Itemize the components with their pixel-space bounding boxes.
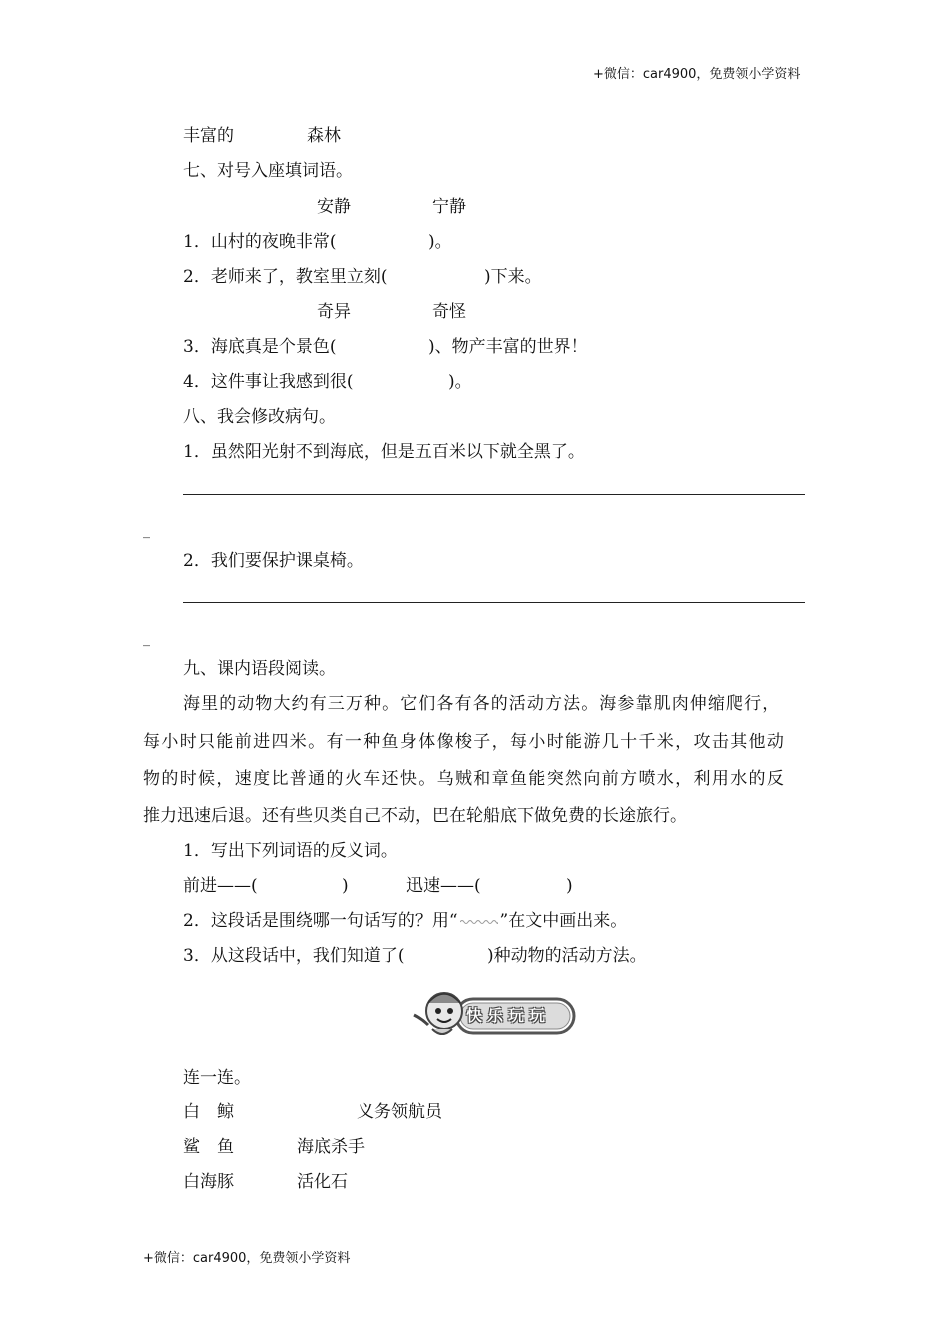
passage-line: 海里的动物大约有三万种。它们各有各的活动方法。海参靠肌肉伸缩爬行， [183, 694, 781, 714]
match-left-item[interactable]: 白 鲸 [183, 1102, 234, 1122]
passage-line: 物的时候，速度比普通的火车还快。乌贼和章鱼能突然向前方喷水，利用水的反 [143, 769, 786, 789]
q7-2-pre: 2．老师来了，教室里立刻( [183, 267, 388, 287]
match-right-item[interactable]: 义务领航员 [357, 1102, 442, 1122]
match-right-item[interactable]: 海底杀手 [297, 1137, 365, 1157]
section8-title: 八、我会修改病句。 [183, 407, 336, 427]
fun-play-logo [410, 985, 578, 1043]
passage-line: 每小时只能前进四米。有一种鱼身体像梭子，每小时能游几十千米，攻击其他动 [143, 732, 786, 752]
pair-right: 森林 [307, 126, 341, 146]
section9-title: 九、课内语段阅读。 [183, 659, 336, 679]
answer-line-tail: _ [143, 523, 150, 539]
match-left-item[interactable]: 白海豚 [183, 1172, 234, 1192]
q9-3-pre: 3．从这段话中，我们知道了( [183, 946, 405, 966]
q9-2-pre: 2．这段话是围绕哪一句话写的？用“ [183, 911, 458, 931]
word-option: 安静 [317, 197, 351, 217]
q7-2-post: )下来。 [484, 267, 542, 287]
antonym-b-post: ) [566, 876, 573, 896]
q9-2-post: ”在文中画出来。 [499, 911, 628, 931]
match-right-item[interactable]: 活化石 [297, 1172, 348, 1192]
word-option: 奇异 [317, 302, 351, 322]
antonym-a-post: ) [342, 876, 349, 896]
q7-1-post: )。 [428, 232, 452, 252]
q7-1-pre: 1．山村的夜晚非常( [183, 232, 337, 252]
watermark-bottom: +微信：car4900，免费领小学资料 [143, 1251, 351, 1266]
pair-left: 丰富的 [183, 126, 234, 146]
q7-3-pre: 3．海底真是个景色( [183, 337, 337, 357]
match-left-item[interactable]: 鲨 鱼 [183, 1137, 234, 1157]
antonym-a-pre: 前进——( [183, 876, 258, 896]
word-option: 宁静 [432, 197, 466, 217]
answer-line-tail: _ [143, 631, 150, 647]
q7-4-pre: 4．这件事让我感到很( [183, 372, 354, 392]
word-option: 奇怪 [432, 302, 466, 322]
q9-2 [183, 910, 627, 932]
wavy-underline-icon [460, 919, 498, 925]
answer-line [183, 602, 805, 603]
fun-badge-text: 快乐玩玩 [466, 1006, 551, 1025]
section7-title: 七、对号入座填词语。 [183, 161, 353, 181]
watermark-top: +微信：car4900，免费领小学资料 [593, 67, 801, 82]
passage-line: 推力迅速后退。还有些贝类自己不动，巴在轮船底下做免费的长途旅行。 [143, 806, 687, 826]
q7-3-post: )、物产丰富的世界！ [428, 337, 588, 357]
q8-1: 1．虽然阳光射不到海底，但是五百米以下就全黑了。 [183, 442, 585, 462]
antonym-b-pre: 迅速——( [406, 876, 481, 896]
q9-3-post: )种动物的活动方法。 [487, 946, 647, 966]
q7-4-post: )。 [448, 372, 472, 392]
q8-2: 2．我们要保护课桌椅。 [183, 551, 364, 571]
answer-line [183, 494, 805, 495]
q9-1: 1．写出下列词语的反义词。 [183, 841, 398, 861]
match-title: 连一连。 [183, 1068, 251, 1088]
